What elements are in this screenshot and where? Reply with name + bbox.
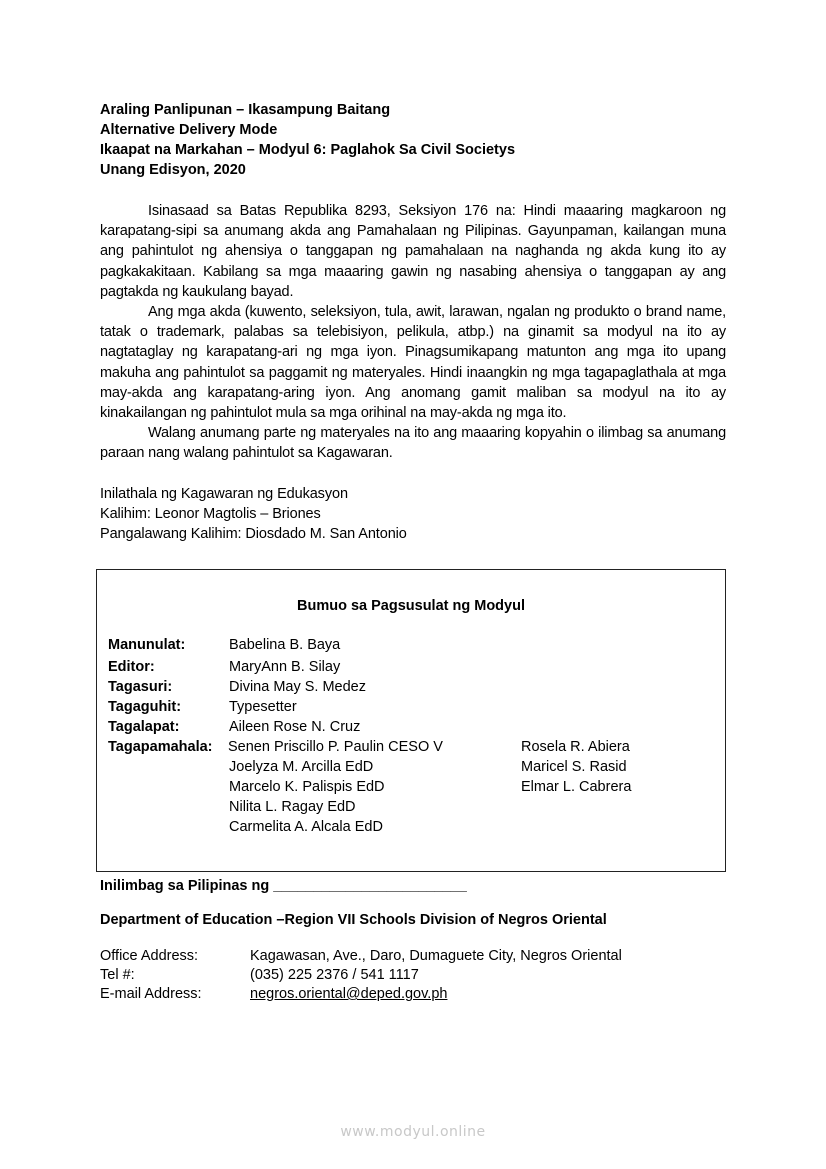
module-title: Ikaapat na Markahan – Modyul 6: Paglahok Sa Civil Societys — [100, 142, 516, 158]
address-label: Office Address: — [100, 948, 199, 964]
tel-label: Tel #: — [100, 967, 135, 983]
copyright-paragraph: Ang mga akda (kuwento, seleksiyon, tula, awit, larawan, ngalan ng produkto o brand name, tatak o trademark, palabas sa telebisiyon, pelikula, atbp.) na ginamit sa modyul na ito ay nagtataglay ng karapatang-ari ng mga iyon. Pinagsumikapang matunton ang mga ito upang makuha ang pahintulot sa paggamit ng materyales. Hindi inaangkin ng mga tagapaglathala at mga may-akda ang karapatang-aring iyon. Ang anomang gamit maliban sa modyul na ito ay kinakailangan ng pahintulot mula sa mga orihinal na may-akda ng mga ito. — [100, 304, 726, 422]
manager-name: Elmar L. Cabrera — [521, 779, 632, 795]
manager-name: Senen Priscillo P. Paulin CESO V — [228, 739, 443, 755]
manager-name: Carmelita A. Alcala EdD — [229, 819, 383, 835]
role-value: MaryAnn B. Silay — [229, 659, 341, 675]
manager-name: Maricel S. Rasid — [521, 759, 627, 775]
delivery-mode: Alternative Delivery Mode — [100, 122, 278, 138]
role-label: Tagasuri: — [108, 679, 173, 695]
department-name: Department of Education –Region VII Schools Division of Negros Oriental — [100, 912, 607, 928]
printed-by: Inilimbag sa Pilipinas ng ________________________ — [100, 878, 467, 894]
tel-value: (035) 225 2376 / 541 1117 — [250, 967, 419, 983]
copyright-notice — [100, 201, 726, 464]
email-link[interactable]: negros.oriental@deped.gov.ph — [250, 986, 448, 1002]
role-value: Aileen Rose N. Cruz — [229, 719, 361, 735]
manager-name: Joelyza M. Arcilla EdD — [229, 759, 374, 775]
role-value: Typesetter — [229, 699, 297, 715]
role-label: Editor: — [108, 659, 155, 675]
watermark: www.modyul.online — [340, 1124, 486, 1140]
credits-title: Bumuo sa Pagsusulat ng Modyul — [297, 598, 525, 614]
manager-name: Marcelo K. Palispis EdD — [229, 779, 385, 795]
manager-name: Rosela R. Abiera — [521, 739, 630, 755]
credits-box — [96, 569, 726, 872]
role-label: Tagaguhit: — [108, 699, 182, 715]
secretary: Kalihim: Leonor Magtolis – Briones — [100, 506, 321, 522]
manager-name: Nilita L. Ragay EdD — [229, 799, 356, 815]
role-label: Tagalapat: — [108, 719, 180, 735]
role-value: Babelina B. Baya — [229, 637, 341, 653]
role-label: Manunulat: — [108, 637, 186, 653]
publisher: Inilathala ng Kagawaran ng Edukasyon — [100, 486, 348, 502]
undersecretary: Pangalawang Kalihim: Diosdado M. San Antonio — [100, 526, 407, 542]
role-value: Divina May S. Medez — [229, 679, 366, 695]
email-label: E-mail Address: — [100, 986, 202, 1002]
copyright-paragraph: Isinasaad sa Batas Republika 8293, Seksiyon 176 na: Hindi maaaring magkaroon ng karapatang-sipi sa anumang akda ang Pamahalaan ng Pilipinas. Gayunpaman, kailangan muna ang pahintulot ng ahensiya o tanggapan ng pamahalaan na naghanda ng akda kung ito ay pagkakakitaan. Kabilang sa mga maaaring gawin ng nasabing ahensiya o tanggapan ay ang pagtakda ng kaukulang bayad. — [100, 203, 726, 300]
address-value: Kagawasan, Ave., Daro, Dumaguete City, Negros Oriental — [250, 948, 622, 964]
copyright-paragraph: Walang anumang parte ng materyales na ito ang maaaring kopyahin o ilimbag sa anumang paraan nang walang pahintulot sa Kagawaran. — [100, 425, 726, 462]
managers-label: Tagapamahala: — [108, 739, 213, 755]
subject-title: Araling Panlipunan – Ikasampung Baitang — [100, 102, 391, 118]
edition: Unang Edisyon, 2020 — [100, 162, 246, 178]
